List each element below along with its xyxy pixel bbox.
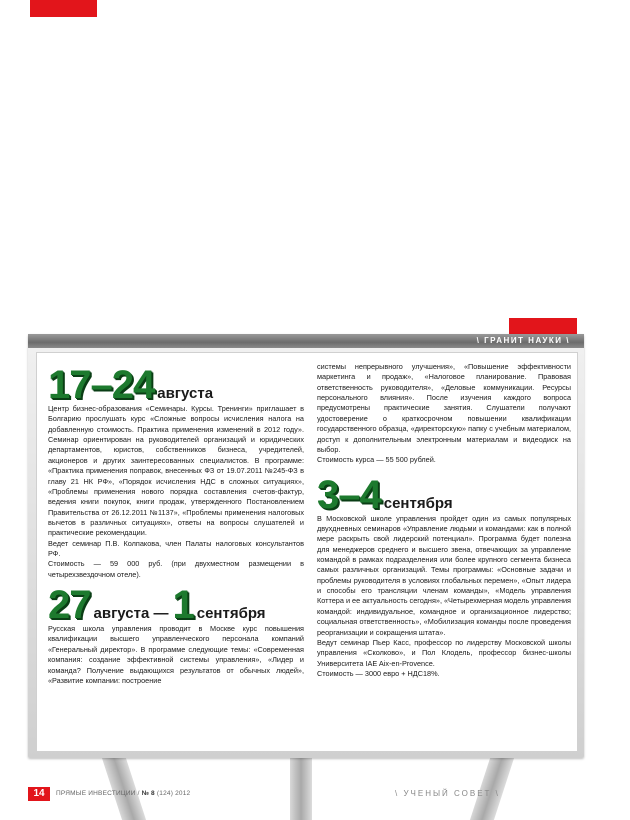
event3-date-heading [317,472,571,517]
footer-issue-year: (124) 2012 [154,790,191,797]
top-red-marker [30,0,97,17]
event3-date-month: сентября [383,494,453,512]
event1-date-heading [48,363,304,407]
event2-price: Стоимость курса — 55 500 рублей. [317,455,436,465]
footer-magazine-name: ПРЯМЫЕ ИНВЕСТИЦИИ / [56,790,142,797]
event2-date-month-end: сентября [196,605,266,623]
footer-magazine [56,790,190,797]
event3-price: Стоимость — 3000 евро + НДС18%. [317,668,440,678]
event3-date-big: 3–4 [317,472,381,517]
event2-date-big-start: 27 [48,583,91,628]
page-number: 14 [28,787,50,801]
section-red-tab [509,318,577,334]
event2-date-month-start: августа — [93,605,169,623]
event1-date-month: августа [157,385,214,402]
event2-description: Русская школа управления проводит в Москве курс повышения квалификации высшего управленческого персонала компаний «Генеральный директор». В программе следующие темы: «Современная компания: создание эффективной системы управления», «Лидер и команда? Получение выдающихся результатов от обычных людей», «Развитие компании: построение [48,624,304,685]
footer-issue-number: № 8 [141,790,155,797]
board-leg-left [102,758,146,820]
right-column [317,362,571,679]
event3-description: В Московской школе управления пройдет один из самых популярных двухдневных семинаров «Управление людьми и командами: как в полной мере раскрыть свой лидерский потенциал». Программа будет полезна для менеджеров среднего и высшего звена, отвечающих за управление командой в рамках подразделения или более крупного сегмента бизнеса самых различных организаций. Темы программы: «Основные задачи и проблемы руководителя в условиях глобальных перемен», «Опыт лидера и способы его трансляции членам команды», «Модель управления Коттера и ее актуальность сегодня», «Четырехмерная модель управления командой: индивидуальное, командное и организационное лидерство; социальная ответственность», «Мобилизация команды после проведения реорганизации и сокращения штата». [317,513,572,637]
event1-date-big: 17–24 [48,363,155,407]
event2-date-heading [48,583,304,628]
event1-price: Стоимость — 59 000 руб. (при двухместном размещении в четырехзвездочном отеле). [48,559,304,579]
section-label: \ ГРАНИТ НАУКИ \ [476,336,570,345]
event2-date-big-end: 1 [172,583,194,628]
event3-presenters: Ведут семинар Пьер Касс, профессор по лидерству Московской школы управления «Сколково», и Пол Клодель, профессор бизнес-школы Университета IAE Aix-en-Provence. [317,637,571,668]
footer-rubric: \ УЧЕНЫЙ СОВЕТ \ [395,789,500,798]
board-leg-center [290,758,312,820]
left-column [48,362,304,686]
event2-description-continued: системы непрерывного улучшения», «Повышение эффективности маркетинга и продаж», «Налоговое планирование. Правовая ответственность руководителя», «Деловые коммуникации. Ресурсы персонального влияния». После изучения каждого вопроса предусмотрены практические занятия. Слушатели получают удостоверение о краткосрочном повышении квалификации государственного образца, «директорскую» папку с учебным материалом, доступ к дополнительным электронным материалам и видеодиск на выбор. [317,362,571,454]
event1-description: Центр бизнес-образования «Семинары. Курсы. Тренинги» приглашает в Болгарию прослушать курс «Сложные вопросы исчисления налога на добавленную стоимость. Практика применения изменений в 2012 году». Семинар ориентирован на руководителей организаций и юридических департаментов, юристов, собственников бизнеса, учредителей, акционеров и других заинтересованных специалистов. В программе: «Практика применения поправок, внесенных ФЗ от 19.07.2011 №245-ФЗ в главу 21 НК РФ», «Порядок исчисления НДС в сложных ситуациях», «Проблемы применения нового порядка составления счетов-фактур, ведения книги покупок, книги продаж, утвержденного Постановлением Правительства от 26.12.2011 №1137», «Проблемы применения налоговых вычетов в различных ситуациях», ответы на вопросы слушателей и практические рекомендации. [48,404,304,538]
event1-presenter: Ведет семинар П.В. Колпакова, член Палаты налоговых консультантов РФ. [48,538,304,559]
